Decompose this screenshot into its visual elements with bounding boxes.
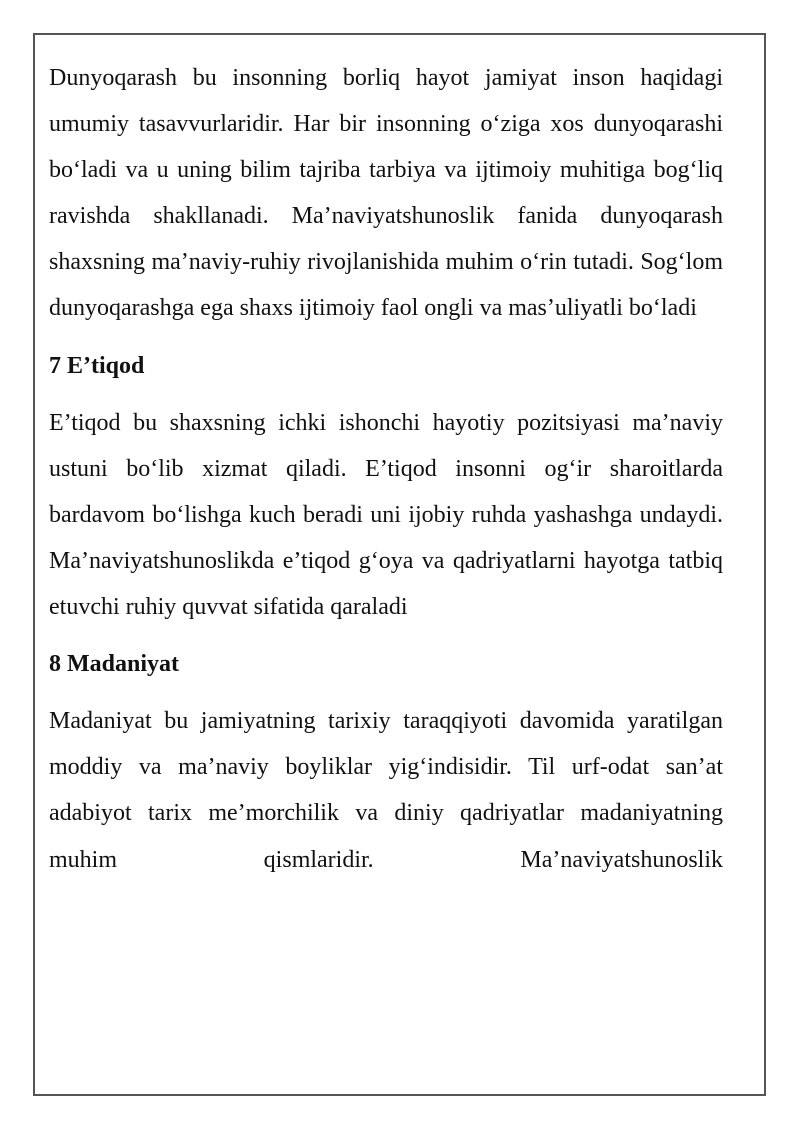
spacer bbox=[49, 687, 723, 698]
page-frame bbox=[33, 33, 766, 1096]
section-heading-7: 7 E’tiqod bbox=[49, 352, 145, 379]
spacer bbox=[49, 630, 723, 641]
paragraph-belief: E’tiqod bu shaxsning ichki ishonchi hayotiy pozitsiyasi ma’naviy ustuni bo‘lib xizmat qiladi. E’tiqod insonni og‘ir sharoitlarda bardavom bo‘lishga kuch beradi uni ijobiy ruhda yashashga undaydi. Ma’naviyatshunoslikda e’tiqod g‘oya va qadriyatlarni hayotga tatbiq etuvchi ruhiy quvvat sifatida qaraladi bbox=[49, 409, 723, 621]
document-body bbox=[49, 55, 723, 883]
spacer bbox=[49, 389, 723, 400]
spacer bbox=[49, 332, 723, 343]
section-heading-8: 8 Madaniyat bbox=[49, 651, 180, 678]
paragraph-worldview: Dunyoqarash bu insonning borliq hayot jamiyat inson haqidagi umumiy tasavvurlaridir. Har bir insonning o‘ziga xos dunyoqarashi bo‘ladi va u uning bilim tajriba tarbiya va ijtimoiy muhitiga bog‘liq ravishda shakllanadi. Ma’naviyatshunoslik fanida dunyoqarash shaxsning ma’naviy-ruhiy rivojlanishida muhim o‘rin tutadi. Sog‘lom dunyoqarashga ega shaxs ijtimoiy faol ongli va mas’uliyatli bo‘ladi bbox=[49, 65, 723, 322]
paragraph-culture: Madaniyat bu jamiyatning tarixiy taraqqiyoti davomida yaratilgan moddiy va ma’naviy boyliklar yig‘indisidir. Til urf-odat san’at adabiyot tarix me’morchilik va diniy qadriyatlar madaniyatning muhim qismlaridir. Ma’naviyatshunoslik bbox=[49, 708, 723, 873]
